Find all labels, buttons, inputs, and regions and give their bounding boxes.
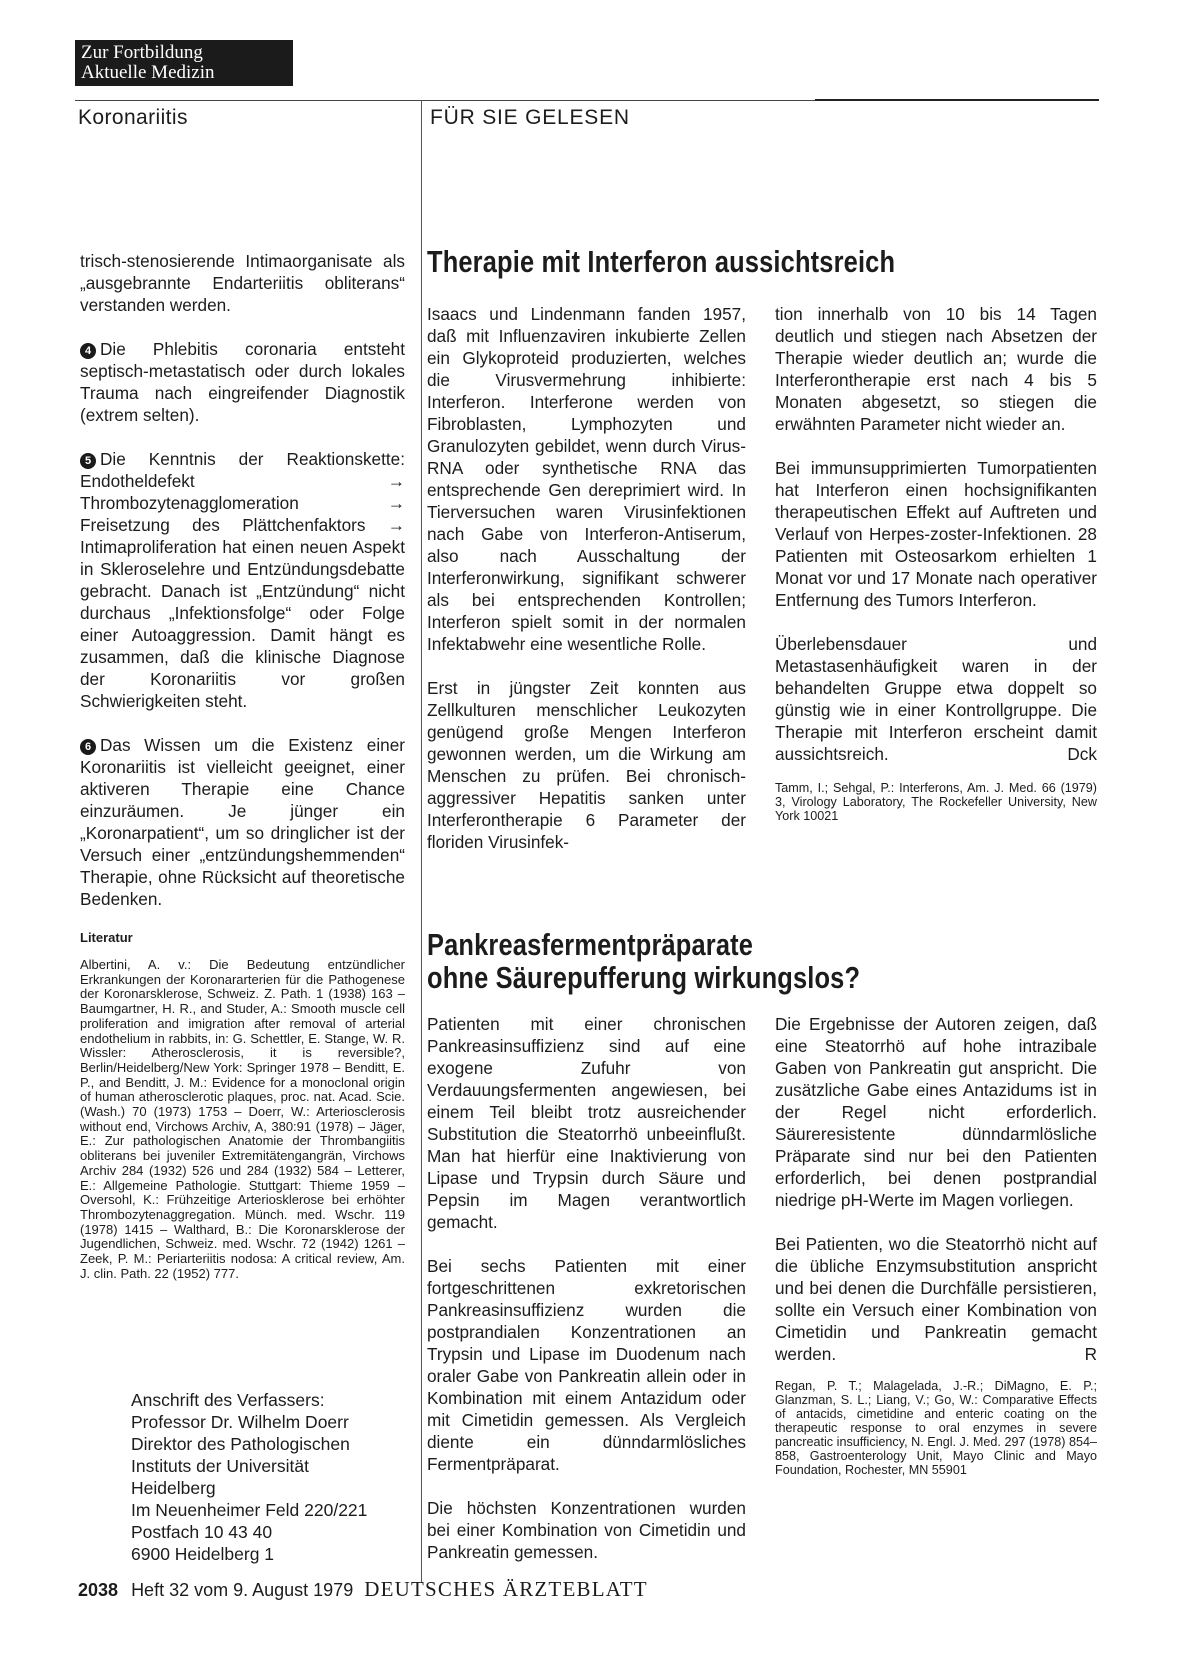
paragraph: Bei Patienten, wo die Steatorrhö nicht auf die übliche Enzymsubstitution anspricht und bei denen die Durchfälle persistieren, sollte ein Versuch einer Kombination von Cimetidin und Pankreatin gemacht werden. <box>775 1234 1097 1364</box>
issue-info: Heft 32 vom 9. August 1979 <box>131 1580 354 1600</box>
paragraph-continuation: trisch-stenosierende Intimaorganisate als „ausgebrannte Endarteriitis obliterans“ verstanden werden. <box>80 251 405 315</box>
paragraph: tion innerhalb von 10 bis 14 Tagen deutlich und stiegen nach Absetzen der Therapie wieder deutlich an; wurde die Interferontherapie erst nach 4 bis 5 Monaten abgesetzt, so stiegen die erwähnten Parameter nicht wieder an. <box>775 304 1097 434</box>
address-line: 6900 Heidelberg 1 <box>131 1544 275 1564</box>
address-line: Heidelberg <box>131 1478 216 1498</box>
number-badge-4: 4 <box>80 343 96 359</box>
article-2-title-line-2: ohne Säurepufferung wirkungslos? <box>427 960 861 995</box>
paragraph: Bei immunsupprimierten Tumorpatienten hat Interferon einen hochsignifikanten therapeutischen Effekt auf Auftreten und Verlauf von Herpes-zoster-Infektionen. 28 Patienten mit Osteosarkom erhielten 1 Monat vor und 17 Monate nach operativer Entfernung des Tumors Interferon. <box>775 458 1097 610</box>
list-item-6 <box>80 734 405 910</box>
article-2-column-2 <box>775 1013 1097 1477</box>
article-2-title <box>427 928 860 994</box>
list-item-5-text: Die Kenntnis der Reaktionskette: Endotheldefekt → Thrombozytenagglomeration → Freisetzung des Plättchenfaktors → Intimaproliferation hat einen neuen Aspekt in Skleroselehre und Entzündungsdebatte gebracht. Danach ist „Entzündung“ nicht durchaus „Infektionsfolge“ oder Folge einer Autoaggression. Damit hängt es zusammen, daß die klinische Diagnose der Koronariitis vor großen Schwierigkeiten steht. <box>80 449 405 711</box>
paragraph: Die höchsten Konzentrationen wurden bei einer Kombination von Cimetidin und Pankreatin gemessen. <box>427 1498 746 1562</box>
column-divider <box>421 100 422 1583</box>
journal-name: DEUTSCHES ÄRZTEBLATT <box>364 1577 648 1601</box>
paragraph: Erst in jüngster Zeit konnten aus Zellkulturen menschlicher Leukozyten genügend große Mengen Interferon gewonnen werden, um die Wirkung am Menschen zu prüfen. Bei chronisch-aggressiver Hepatitis sanken unter Interferontherapie 6 Parameter der floriden Virusinfek- <box>427 678 746 852</box>
paragraph: Bei sechs Patienten mit einer fortgeschrittenen exkretorischen Pankreasinsuffizienz wurden die postprandialen Konzentrationen an Trypsin und Lipase im Duodenum nach oraler Gabe von Pankreatin allein oder in Kombination mit einem Antazidum oder mit Cimetidin gemessen. Als Vergleich diente ein dünndarmlösliches Fermentpräparat. <box>427 1256 746 1474</box>
left-column-text <box>80 250 405 932</box>
article-1-reference: Tamm, I.; Sehgal, P.: Interferons, Am. J. Med. 66 (1979) 3, Virology Laboratory, The Rockefeller University, New York 10021 <box>775 781 1097 823</box>
literature-list: Albertini, A. v.: Die Bedeutung entzündlicher Erkrankungen der Koronararterien für die Pathogenese der Koronarsklerose, Schweiz. Z. Path. 1 (1938) 163 – Baumgartner, H. R., and Studer, A.: Smooth muscle cell proliferation and imigration after removal of arterial endothelium in rabbits, in: G. Schettler, E. Stange, W. R. Wissler: Atherosclerosis, it is reversible?, Berlin/Heidelberg/New York: Springer 1978 – Benditt, E. P., and Benditt, J. M.: Evidence for a monoclonal origin of human atherosclerotic plaques, proc. nat. Acad. Scie. (Wash.) 70 (1973) 1753 – Doerr, W.: Arteriosclerosis without end, Virchows Archiv, A, 380:91 (1978) – Jäger, E.: Zur pathologischen Anatomie der Thrombangiitis obliterans bei juveniler Extremitätengangrän, Virchows Archiv 284 (1932) 526 und 284 (1932) 584 – Letterer, E.: Allgemeine Pathologie. Stuttgart: Thieme 1959 – Oversohl, K.: Frühzeitige Arteriosklerose bei erhöhter Thrombozytenaggregation. Münch. med. Wschr. 119 (1978) 1415 – Walthard, B.: Die Koronarsklerose der Jugendlichen, Schweiz. med. Wschr. 72 (1942) 1261 – Zeek, P. M.: Periarteriitis nodosa: A critical review, Am. J. clin. Path. 22 (1952) 777. <box>80 957 405 1281</box>
literature-heading: Literatur <box>80 930 133 945</box>
article-2-column-1 <box>427 1013 746 1585</box>
paragraph: Überlebensdauer und Metastasenhäufigkeit waren in der behandelten Gruppe etwa doppelt so günstig wie in einer Kontrollgruppe. Die Therapie mit Interferon erscheint damit aussichtsreich. <box>775 634 1097 764</box>
paragraph: Die Ergebnisse der Autoren zeigen, daß eine Steatorrhö auf hohe intrazibale Gaben von Pankreatin gut anspricht. Die zusätzliche Gabe eines Antazidums ist in der Regel nicht erforderlich. Säureresistente dünndarmlösliche Präparate sind nur bei den Patienten erforderlich, bei denen postprandial niedrige pH-Werte im Magen vorliegen. <box>775 1014 1097 1210</box>
address-line: Direktor des Pathologischen <box>131 1434 350 1454</box>
article-2-title-line-1: Pankreasfermentpräparate <box>427 927 754 962</box>
article-1-column-1 <box>427 303 746 875</box>
rubric-line-2: Aktuelle Medizin <box>81 62 215 83</box>
number-badge-5: 5 <box>80 453 96 469</box>
rubric-box <box>75 40 293 86</box>
page-number: 2038 <box>78 1580 119 1600</box>
author-address <box>131 1389 411 1565</box>
address-line: Professor Dr. Wilhelm Doerr <box>131 1412 349 1432</box>
list-item-5 <box>80 448 405 712</box>
address-line: Im Neuenheimer Feld 220/221 <box>131 1500 368 1520</box>
article-2-reference: Regan, P. T.; Malagelada, J.-R.; DiMagno, E. P.; Glanzman, S. L.; Liang, V.; Go, W.: Comparative Effects of antacids, cimetidine and enteric coating on the therapeutic response to oral enzymes in severe pancreatic insufficiency, N. Engl. J. Med. 297 (1978) 854–858, Gastroenterology Unit, Mayo Clinic and Mayo Foundation, Rochester, MN 55901 <box>775 1379 1097 1477</box>
address-line: Instituts der Universität <box>131 1456 309 1476</box>
address-line: Anschrift des Verfassers: <box>131 1390 325 1410</box>
article-2-signature: R <box>1084 1344 1097 1364</box>
address-line: Postfach 10 43 40 <box>131 1522 273 1542</box>
article-1-column-2 <box>775 303 1097 823</box>
list-item-4 <box>80 338 405 426</box>
number-badge-6: 6 <box>80 739 96 755</box>
section-label-left: Koronariitis <box>78 106 188 129</box>
article-1-title: Therapie mit Interferon aussichtsreich <box>427 244 896 279</box>
article-1-signature: Dck <box>1067 744 1097 764</box>
top-rule-accent <box>815 99 1099 101</box>
list-item-4-text: Die Phlebitis coronaria entsteht septisch-metastatisch oder durch lokales Trauma nach eingreifender Diagnostik (extrem selten). <box>80 339 405 425</box>
list-item-6-text: Das Wissen um die Existenz einer Koronariitis ist vielleicht geeignet, einer aktiveren Therapie eine Chance einzuräumen. Je jünger ein „Koronarpatient“, um so dringlicher ist der Versuch einer „entzündungshemmenden“ Therapie, ohne Rücksicht auf theoretische Bedenken. <box>80 735 405 909</box>
paragraph: Patienten mit einer chronischen Pankreasinsuffizienz sind auf eine exogene Zufuhr von Verdauungsfermenten angewiesen, bei einem Teil bleibt trotz ausreichender Substitution die Steatorrhö unbeeinflußt. Man hat hierfür eine Inaktivierung von Lipase und Trypsin durch Säure und Pepsin im Magen verantwortlich gemacht. <box>427 1014 746 1232</box>
paragraph: Isaacs und Lindenmann fanden 1957, daß mit Influenzaviren inkubierte Zellen ein Glykoproteid produzierten, welches die Virusvermehrung inhibierte: Interferon. Interferone werden von Fibroblasten, Lymphozyten und Granulozyten gebildet, wenn durch Virus-RNA oder synthetische RNA das entsprechende Gen dereprimiert wird. In Tierversuchen waren Virusinfektionen nach Gabe von Interferon-Antiserum, also nach Ausschaltung der Interferonwirkung, signifikant schwerer als bei entsprechenden Kontrollen; Interferon spielt somit in der normalen Infektabwehr eine wesentliche Rolle. <box>427 304 746 654</box>
rubric-line-1: Zur Fortbildung <box>81 42 203 63</box>
section-label-right: FÜR SIE GELESEN <box>430 106 630 129</box>
page-footer <box>78 1577 648 1602</box>
